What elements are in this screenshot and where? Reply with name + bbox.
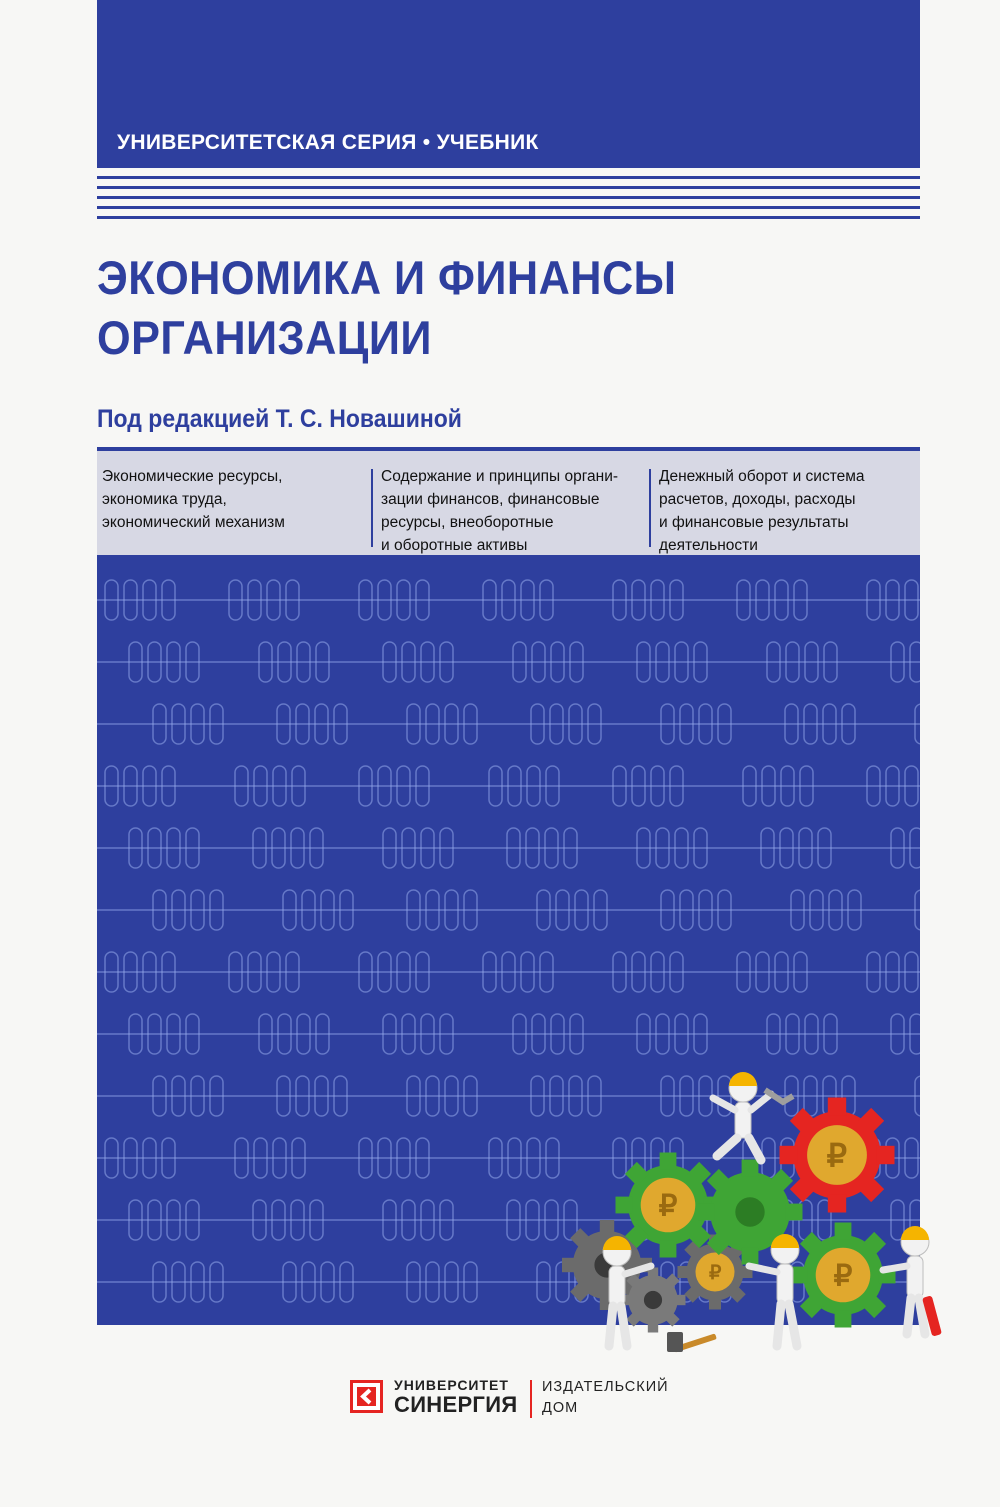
gears-illustration [555,1060,965,1365]
title-line-2: ОРГАНИЗАЦИИ [97,311,432,364]
title-line-1: ЭКОНОМИКА И ФИНАНСЫ [97,251,677,304]
svg-text:₽: ₽ [833,1259,853,1293]
book-title [97,248,833,368]
synergy-bracket-icon [350,1380,383,1413]
hammer-icon [667,1332,717,1353]
header-stripe [97,186,920,189]
publisher-house: ИЗДАТЕЛЬСКИЙ ДОМ [542,1379,669,1416]
gear-icon [621,1268,686,1333]
svg-text:₽: ₽ [658,1189,678,1223]
topic-divider [371,469,373,547]
topic-1: Экономические ресурсы, экономика труда, экономический механизм [102,468,285,531]
logo-divider [530,1380,532,1418]
publisher-university: УНИВЕРСИТЕТ [394,1377,509,1393]
header-stripe [97,216,920,219]
topic-divider [649,469,651,547]
svg-text:₽: ₽ [709,1261,722,1284]
topics-band [97,451,920,555]
svg-text:₽: ₽ [826,1137,848,1174]
header-stripe [97,196,920,199]
gear-icon [780,1098,895,1213]
publisher-logo [350,1372,680,1432]
publisher-name: СИНЕРГИЯ [394,1392,518,1417]
editor-line: Под редакцией Т. С. Новашиной [97,405,462,433]
topic-2: Содержание и принципы органи- зации финансов, финансовые ресурсы, внеоборотные и оборотные активы [381,468,619,554]
header-stripe [97,206,920,209]
gear-icon [791,1223,896,1328]
header-stripe [97,176,920,179]
topic-3: Денежный оборот и система расчетов, доходы, расходы и финансовые результаты деятельности [659,468,865,554]
series-label: УНИВЕРСИТЕТСКАЯ СЕРИЯ • УЧЕБНИК [117,131,539,154]
